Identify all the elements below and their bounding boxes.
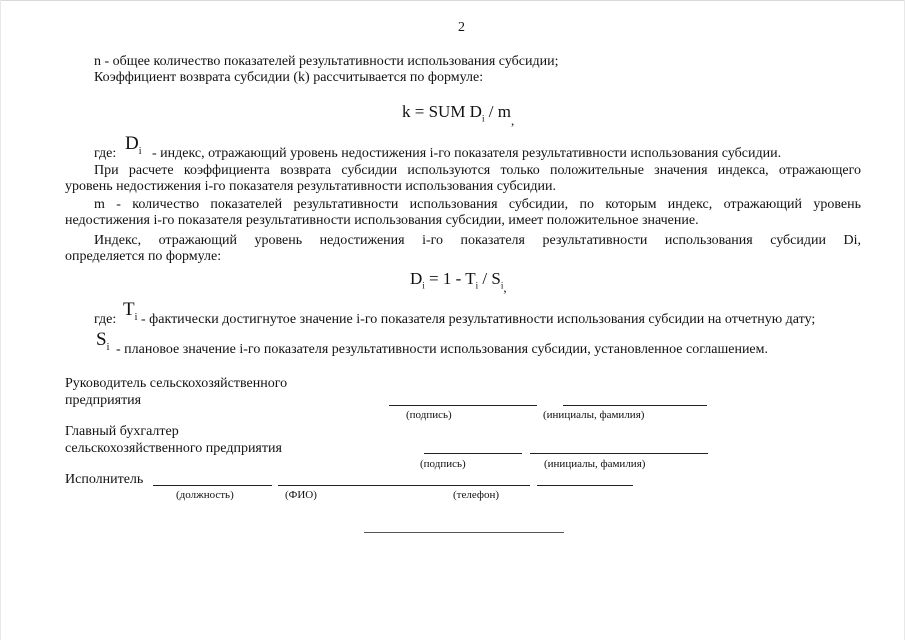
paragraph-positive-values-line1: При расчете коэффициента возврата субсидии используются только положительные значения индекса, отражающего [94, 163, 861, 178]
signature-executor-title: Исполнитель [65, 472, 144, 487]
bottom-separator-line [364, 532, 564, 533]
signature-accountant-name-line [530, 453, 708, 454]
paragraph-m-definition-line2: недостижения i-го показателя результативности использования субсидии, имеет положительное значение. [65, 213, 699, 228]
page-left-border [0, 0, 1, 640]
formula-k-comma: , [510, 113, 515, 128]
signature-accountant-title-line2: сельскохозяйственного предприятия [65, 441, 282, 456]
symbol-di-letter: D [125, 133, 139, 154]
definition-ti: - фактически достигнутое значение i-го показателя результативности использования субсидии на отчетную дату; [141, 312, 816, 327]
signature-head-title-line2: предприятия [65, 393, 142, 408]
page-top-border [0, 0, 905, 1]
formula-k-rhs: / m [484, 102, 511, 121]
formula-d-div: / S [478, 269, 501, 288]
signature-accountant-sign-line [424, 453, 522, 454]
definition-si: - плановое значение i-го показателя результативности использования субсидии, установленное соглашением. [116, 342, 769, 357]
formula-d-s-sub: i [500, 280, 504, 291]
signature-accountant-caption-initials: (инициалы, фамилия) [544, 458, 646, 470]
signature-head-sign-line [389, 405, 537, 406]
page-number: 2 [458, 20, 465, 35]
definition-di: - индекс, отражающий уровень недостижения i-го показателя результативности использования субсидии. [152, 146, 782, 161]
symbol-si-letter: S [96, 329, 107, 350]
symbol-ti-letter: T [123, 299, 135, 320]
formula-d [410, 269, 507, 295]
formula-d-mid: = 1 - T [424, 269, 476, 288]
formula-d-t-sub: i [475, 280, 479, 291]
signature-head-caption-initials: (инициалы, фамилия) [543, 409, 645, 421]
symbol-si-sub: i [106, 341, 110, 353]
gde-label-1: где: [94, 146, 117, 161]
signature-head-name-line [563, 405, 707, 406]
formula-d-comma: , [503, 280, 507, 295]
executor-caption-position: (должность) [176, 489, 234, 501]
symbol-ti [123, 300, 137, 328]
symbol-ti-sub: i [134, 311, 138, 323]
symbol-di-sub: i [138, 145, 142, 157]
signature-accountant-caption-sign: (подпись) [420, 458, 466, 470]
paragraph-n-definition: n - общее количество показателей результативности использования субсидии; [94, 54, 559, 69]
executor-fio-line [278, 485, 530, 486]
symbol-di [125, 134, 142, 162]
executor-caption-fio: (ФИО) [285, 489, 317, 501]
formula-k-sub: i [481, 113, 485, 124]
formula-k [402, 102, 514, 128]
signature-accountant-title-line1: Главный бухгалтер [65, 424, 179, 439]
gde-label-2: где: [94, 312, 117, 327]
paragraph-coefficient-intro: Коэффициент возврата субсидии (k) рассчитывается по формуле: [94, 70, 484, 85]
formula-k-lhs: k = SUM D [402, 102, 482, 121]
executor-caption-phone: (телефон) [453, 489, 500, 501]
signature-head-title-line1: Руководитель сельскохозяйственного [65, 376, 288, 391]
executor-phone-line [537, 485, 633, 486]
symbol-si [96, 330, 109, 358]
paragraph-m-definition-line1: m - количество показателей результативности использования субсидии, по которым индекс, отражающий уровень [94, 197, 861, 212]
paragraph-index-intro-line2: определяется по формуле: [65, 249, 222, 264]
signature-head-caption-sign: (подпись) [406, 409, 452, 421]
formula-d-sub: i [422, 280, 425, 291]
paragraph-index-intro-line1: Индекс, отражающий уровень недостижения i-го показателя результативности использования субсидии Di, [94, 233, 861, 248]
formula-d-letter: D [410, 269, 423, 288]
executor-position-line [153, 485, 272, 486]
paragraph-positive-values-line2: уровень недостижения i-го показателя результативности использования субсидии. [65, 179, 556, 194]
